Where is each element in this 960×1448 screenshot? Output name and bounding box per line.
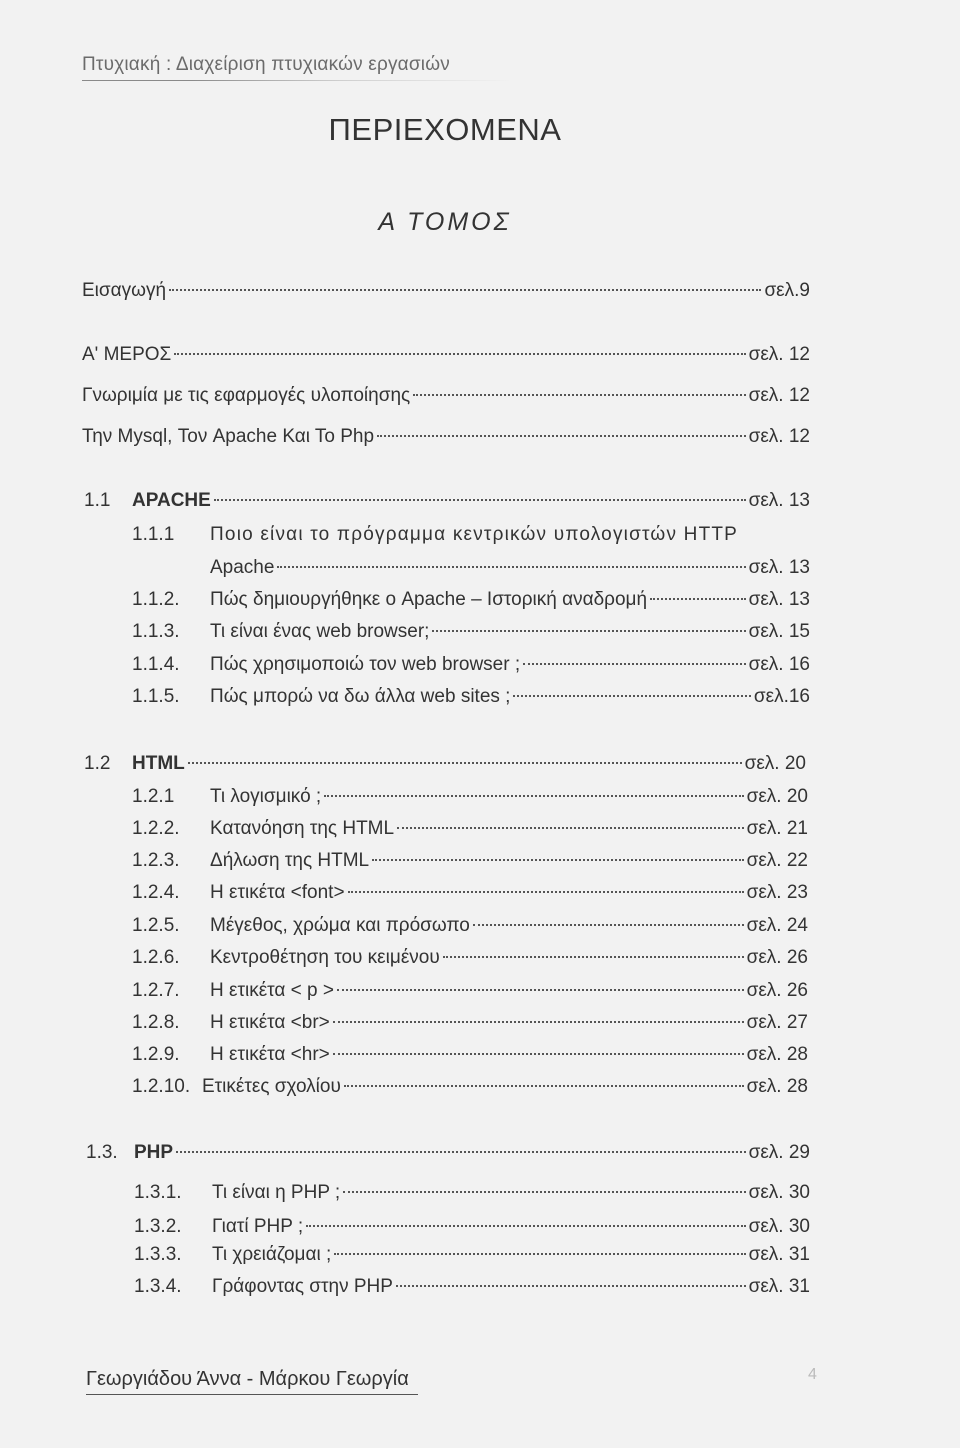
toc-label: Τι είναι η PHP ; xyxy=(212,1182,341,1203)
leader-dots xyxy=(348,891,744,893)
toc-number: 1.3.4. xyxy=(134,1276,182,1297)
toc-number: 1.2.6. xyxy=(132,947,180,968)
leader-dots xyxy=(397,827,744,829)
toc-page: σελ. 29 xyxy=(748,1142,810,1163)
toc-entry-1-2-5 xyxy=(132,915,808,941)
toc-entry-1-2-10 xyxy=(132,1076,808,1102)
toc-number: 1.3. xyxy=(86,1142,118,1163)
toc-number: 1.2.9. xyxy=(132,1044,180,1065)
toc-number: 1.2.1 xyxy=(132,786,175,807)
leader-dots xyxy=(343,1191,745,1193)
toc-entry-1-1-4 xyxy=(132,654,810,680)
toc-number: 1.2.2. xyxy=(132,818,180,839)
leader-dots xyxy=(176,1151,746,1153)
toc-page: σελ. 28 xyxy=(746,1076,808,1097)
leader-dots xyxy=(650,598,746,600)
volume-subtitle: Α ΤΟΜΟΣ xyxy=(378,208,512,236)
toc-label: Τι χρειάζομαι ; xyxy=(212,1244,332,1265)
toc-page: σελ. 20 xyxy=(746,786,808,807)
toc-page: σελ. 13 xyxy=(748,490,810,511)
toc-page: σελ. 15 xyxy=(748,621,810,642)
leader-dots xyxy=(513,695,750,697)
toc-section-1-3 xyxy=(86,1142,810,1168)
toc-page: σελ. 20 xyxy=(744,753,806,774)
toc-entry-1-2-1 xyxy=(132,786,808,812)
leader-dots xyxy=(277,566,745,568)
toc-entry-1-2-3 xyxy=(132,850,808,876)
toc-page: σελ. 28 xyxy=(746,1044,808,1065)
toc-label: Γνωριμία με τις εφαρμογές υλοποίησης xyxy=(82,385,411,406)
toc-number: 1.3.1. xyxy=(134,1182,182,1203)
toc-page: σελ.16 xyxy=(753,686,810,707)
toc-page: σελ. 22 xyxy=(746,850,808,871)
toc-label: Ποιο είναι το πρόγραμμα κεντρικών υπολογιστών HTTP xyxy=(210,524,739,545)
toc-number: 1.2.10. xyxy=(132,1076,191,1097)
toc-label-continuation: Apache xyxy=(210,557,275,578)
toc-label: Α' ΜΕΡΟΣ xyxy=(82,344,172,365)
toc-number: 1.2.4. xyxy=(132,882,180,903)
leader-dots xyxy=(372,859,744,861)
toc-entry-1-3-1 xyxy=(134,1182,810,1208)
leader-dots xyxy=(413,394,745,396)
toc-page: σελ. 12 xyxy=(748,426,810,447)
leader-dots xyxy=(377,435,746,437)
toc-entry-mysql xyxy=(82,426,810,452)
toc-label: Πώς μπορώ να δω άλλα web sites ; xyxy=(210,686,511,707)
leader-dots xyxy=(337,989,744,991)
toc-entry-1-2-4 xyxy=(132,882,808,908)
toc-label: Πώς δημιουργήθηκε ο Apache – Ιστορική αναδρομή xyxy=(210,589,648,610)
toc-entry-1-2-8 xyxy=(132,1012,808,1038)
toc-entry-1-2-9 xyxy=(132,1044,808,1070)
toc-entry-intro xyxy=(82,280,810,306)
toc-number: 1.1.1 xyxy=(132,524,175,545)
leader-dots xyxy=(306,1225,745,1227)
toc-entry-familiarity xyxy=(82,385,810,411)
leader-dots xyxy=(396,1285,746,1287)
toc-page: σελ. 30 xyxy=(748,1216,810,1237)
toc-entry-1-1-2 xyxy=(132,589,810,615)
toc-entry-1-3-3 xyxy=(134,1244,810,1270)
toc-entry-1-3-4 xyxy=(134,1276,810,1302)
toc-page: σελ. 26 xyxy=(746,980,808,1001)
toc-entry-1-1-1-line2 xyxy=(210,557,810,583)
leader-dots xyxy=(523,663,745,665)
toc-label: Η ετικέτα < p > xyxy=(210,980,334,1001)
toc-label: PHP xyxy=(134,1142,174,1163)
footer-rule xyxy=(86,1394,418,1395)
toc-label: Τι είναι ένας web browser; xyxy=(210,621,430,642)
toc-label: Εισαγωγή xyxy=(82,280,167,301)
toc-entry-1-2-2 xyxy=(132,818,808,844)
footer-authors: Γεωργιάδου Άννα - Μάρκου Γεωργία xyxy=(86,1368,409,1390)
toc-page: σελ. 30 xyxy=(748,1182,810,1203)
leader-dots xyxy=(334,1253,745,1255)
leader-dots xyxy=(333,1053,744,1055)
toc-number: 1.1.4. xyxy=(132,654,180,675)
toc-number: 1.3.3. xyxy=(134,1244,182,1265)
leader-dots xyxy=(169,289,761,291)
toc-entry-1-2-6 xyxy=(132,947,808,973)
toc-label: HTML xyxy=(132,753,185,774)
toc-entry-1-2-7 xyxy=(132,980,808,1006)
toc-page: σελ. 13 xyxy=(748,557,810,578)
toc-page: σελ. 13 xyxy=(748,589,810,610)
toc-page: σελ. 26 xyxy=(746,947,808,968)
toc-entry-1-3-2 xyxy=(134,1216,810,1242)
toc-label: Τι λογισμικό ; xyxy=(210,786,322,807)
leader-dots xyxy=(432,630,745,632)
leader-dots xyxy=(473,924,744,926)
header-rule xyxy=(82,80,512,81)
toc-number: 1.2.5. xyxy=(132,915,180,936)
toc-page: σελ. 12 xyxy=(748,385,810,406)
toc-label: Η ετικέτα <br> xyxy=(210,1012,330,1033)
leader-dots xyxy=(333,1021,744,1023)
toc-label: Πώς χρησιμοποιώ τον web browser ; xyxy=(210,654,521,675)
toc-entry-1-1-3 xyxy=(132,621,810,647)
toc-label: Γιατί PHP ; xyxy=(212,1216,304,1237)
toc-number: 1.1.5. xyxy=(132,686,180,707)
toc-page: σελ.9 xyxy=(764,280,810,301)
page-number: 4 xyxy=(808,1366,817,1383)
toc-number: 1.1.2. xyxy=(132,589,180,610)
toc-number: 1.2 xyxy=(84,753,111,774)
toc-page: σελ. 12 xyxy=(748,344,810,365)
toc-number: 1.3.2. xyxy=(134,1216,182,1237)
toc-label: Γράφοντας στην PHP xyxy=(212,1276,393,1297)
toc-entry-1-1-5 xyxy=(132,686,810,712)
toc-page: σελ. 31 xyxy=(748,1276,810,1297)
toc-entry-1-1-1-line1 xyxy=(132,524,810,550)
toc-page: σελ. 31 xyxy=(748,1244,810,1265)
toc-page: σελ. 27 xyxy=(746,1012,808,1033)
toc-label: Δήλωση της HTML xyxy=(210,850,370,871)
toc-label: Κεντροθέτηση του κειμένου xyxy=(210,947,440,968)
toc-section-1-1 xyxy=(84,490,810,516)
leader-dots xyxy=(324,795,743,797)
leader-dots xyxy=(344,1085,744,1087)
toc-label: Την Mysql, Τον Apache Και Το Php xyxy=(82,426,375,447)
toc-section-1-2 xyxy=(84,753,806,779)
toc-label: Μέγεθος, χρώμα και πρόσωπο xyxy=(210,915,470,936)
toc-number: 1.2.8. xyxy=(132,1012,180,1033)
toc-number: 1.1 xyxy=(84,490,111,511)
running-header: Πτυχιακή : Διαχείριση πτυχιακών εργασιών xyxy=(82,54,450,75)
toc-label: Η ετικέτα <font> xyxy=(210,882,345,903)
leader-dots xyxy=(188,762,742,764)
toc-number: 1.1.3. xyxy=(132,621,180,642)
toc-label: Κατανόηση της HTML xyxy=(210,818,395,839)
toc-page: σελ. 21 xyxy=(746,818,808,839)
toc-number: 1.2.3. xyxy=(132,850,180,871)
toc-label: Ετικέτες σχολίου xyxy=(202,1076,341,1097)
toc-label: Η ετικέτα <hr> xyxy=(210,1044,330,1065)
toc-label: APACHE xyxy=(132,490,211,511)
toc-page: σελ. 16 xyxy=(748,654,810,675)
toc-page: σελ. 23 xyxy=(746,882,808,903)
leader-dots xyxy=(443,956,744,958)
leader-dots xyxy=(174,353,745,355)
toc-page: σελ. 24 xyxy=(746,915,808,936)
leader-dots xyxy=(214,499,746,501)
toc-number: 1.2.7. xyxy=(132,980,180,1001)
toc-entry-part-a xyxy=(82,344,810,370)
page-title: ΠΕΡΙΕΧΟΜΕΝΑ xyxy=(328,112,562,147)
